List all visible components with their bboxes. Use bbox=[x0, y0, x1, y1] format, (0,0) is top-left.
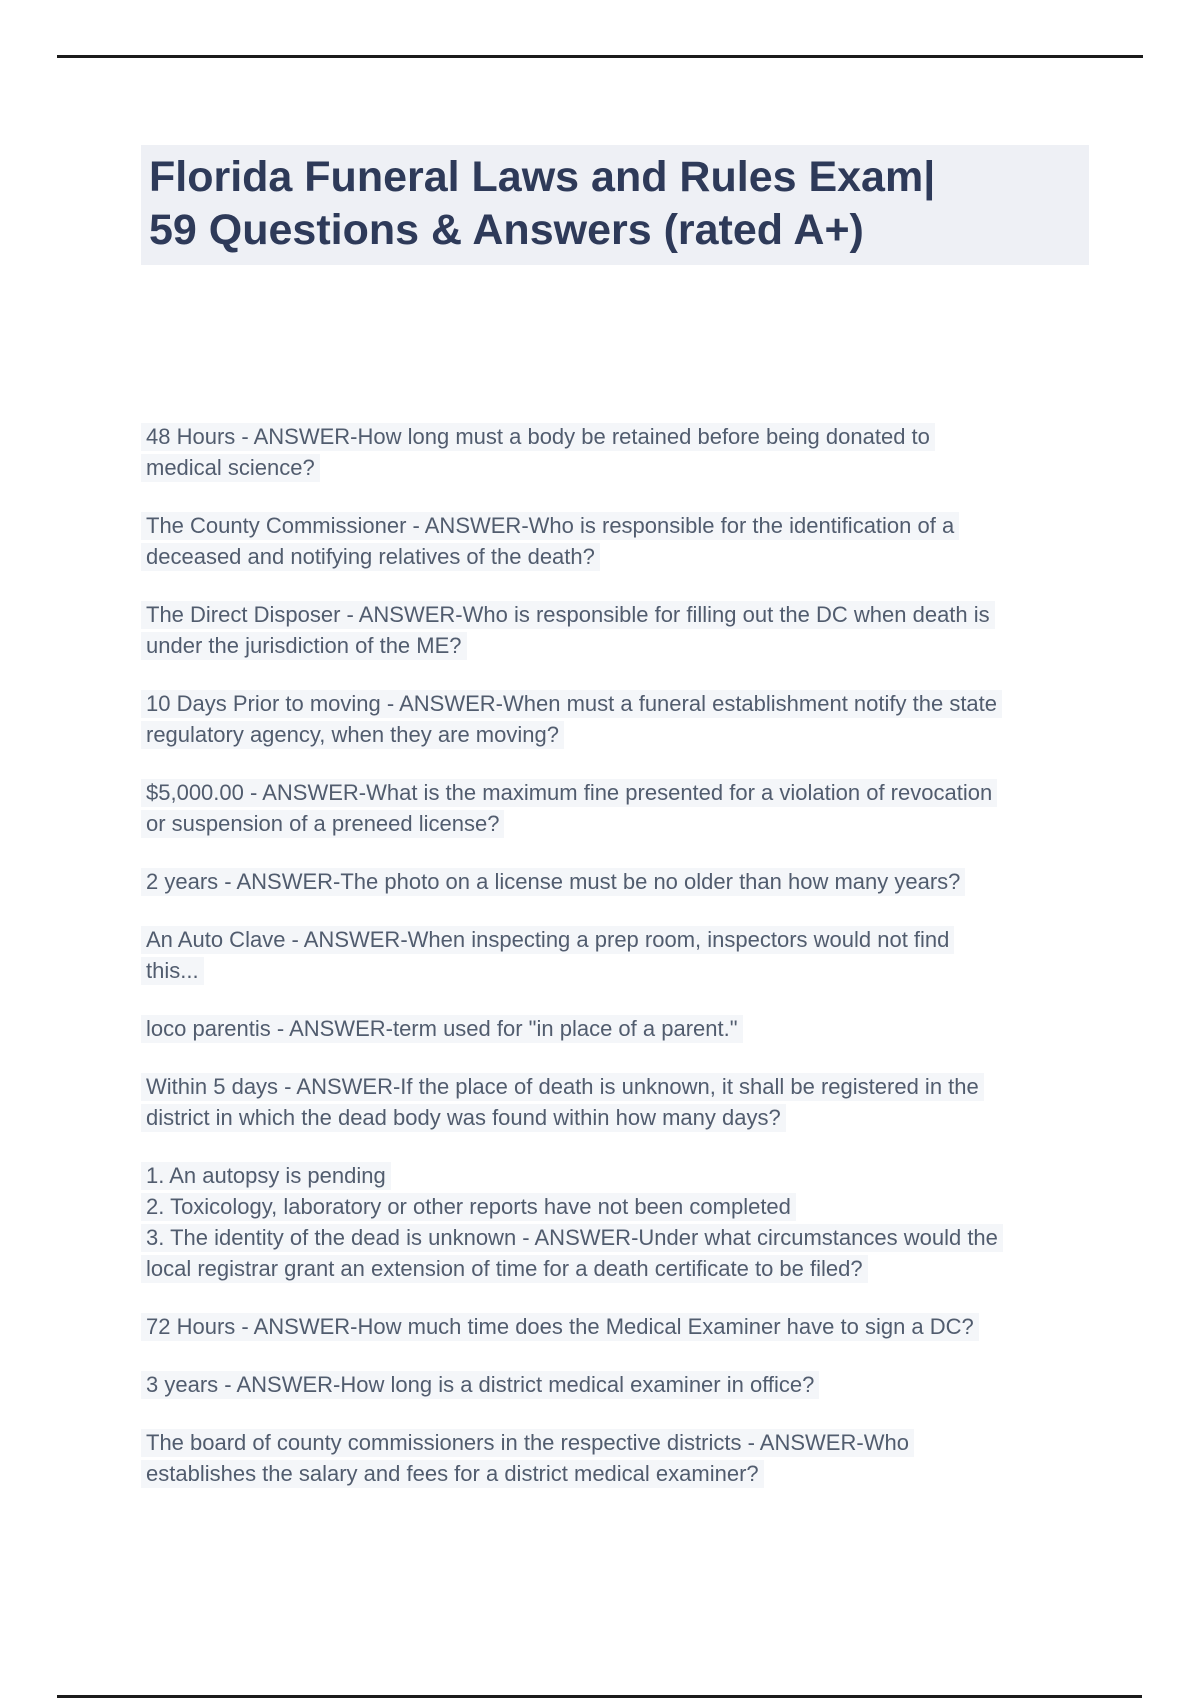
qa-line-text: regulatory agency, when they are moving? bbox=[141, 721, 564, 749]
qa-paragraph bbox=[141, 868, 1161, 899]
qa-line-text: or suspension of a preneed license? bbox=[141, 810, 504, 838]
qa-line-text: establishes the salary and fees for a district medical examiner? bbox=[141, 1460, 764, 1488]
page-title bbox=[141, 145, 1089, 265]
qa-paragraph bbox=[141, 601, 1161, 663]
qa-line-text: this... bbox=[141, 957, 204, 985]
qa-line bbox=[141, 632, 1161, 663]
qa-line-text: 3. The identity of the dead is unknown - ANSWER-Under what circumstances would the bbox=[141, 1224, 1003, 1252]
qa-paragraph bbox=[141, 423, 1161, 485]
qa-line-text: The board of county commissioners in the respective districts - ANSWER-Who bbox=[141, 1429, 914, 1457]
qa-line bbox=[141, 454, 1161, 485]
qa-line bbox=[141, 1104, 1161, 1135]
qa-line bbox=[141, 721, 1161, 752]
qa-line-text: $5,000.00 - ANSWER-What is the maximum fine presented for a violation of revocation bbox=[141, 779, 997, 807]
qa-line bbox=[141, 1460, 1161, 1491]
qa-line bbox=[141, 1073, 1161, 1104]
page-title-line-2: 59 Questions & Answers (rated A+) bbox=[149, 206, 864, 254]
qa-line-text: 1. An autopsy is pending bbox=[141, 1162, 391, 1190]
qa-line bbox=[141, 957, 1161, 988]
qa-line bbox=[141, 1255, 1161, 1286]
qa-line-text: The County Commissioner - ANSWER-Who is responsible for the identification of a bbox=[141, 512, 959, 540]
top-rule bbox=[57, 55, 1143, 58]
qa-line bbox=[141, 1371, 1161, 1402]
qa-line bbox=[141, 1313, 1161, 1344]
qa-line bbox=[141, 512, 1161, 543]
qa-paragraph bbox=[141, 1073, 1161, 1135]
qa-line-text: deceased and notifying relatives of the death? bbox=[141, 543, 600, 571]
bottom-rule bbox=[57, 1695, 1142, 1698]
qa-line-text: district in which the dead body was found within how many days? bbox=[141, 1104, 786, 1132]
qa-line-text: An Auto Clave - ANSWER-When inspecting a prep room, inspectors would not find bbox=[141, 926, 954, 954]
qa-line bbox=[141, 1162, 1161, 1193]
qa-line-text: 10 Days Prior to moving - ANSWER-When must a funeral establishment notify the state bbox=[141, 690, 1002, 718]
qa-paragraph bbox=[141, 779, 1161, 841]
qa-line bbox=[141, 1429, 1161, 1460]
qa-line bbox=[141, 1193, 1161, 1224]
qa-line bbox=[141, 690, 1161, 721]
qa-paragraph bbox=[141, 1162, 1161, 1286]
qa-line bbox=[141, 926, 1161, 957]
qa-line bbox=[141, 779, 1161, 810]
qa-line-text: Within 5 days - ANSWER-If the place of death is unknown, it shall be registered in the bbox=[141, 1073, 984, 1101]
qa-paragraph bbox=[141, 1313, 1161, 1344]
qa-line-text: 2 years - ANSWER-The photo on a license must be no older than how many years? bbox=[141, 868, 965, 896]
qa-line-text: 3 years - ANSWER-How long is a district medical examiner in office? bbox=[141, 1371, 819, 1399]
qa-paragraph bbox=[141, 512, 1161, 574]
qa-paragraph bbox=[141, 926, 1161, 988]
qa-paragraph bbox=[141, 1429, 1161, 1491]
qa-line-text: loco parentis - ANSWER-term used for "in place of a parent." bbox=[141, 1015, 743, 1043]
qa-paragraph bbox=[141, 1015, 1161, 1046]
page-title-line-1: Florida Funeral Laws and Rules Exam| bbox=[149, 153, 936, 201]
qa-line-text: medical science? bbox=[141, 454, 320, 482]
qa-line bbox=[141, 423, 1161, 454]
qa-paragraph bbox=[141, 1371, 1161, 1402]
qa-line-text: 48 Hours - ANSWER-How long must a body be retained before being donated to bbox=[141, 423, 935, 451]
qa-line bbox=[141, 810, 1161, 841]
qa-line-text: The Direct Disposer - ANSWER-Who is responsible for filling out the DC when death is bbox=[141, 601, 995, 629]
qa-line-text: local registrar grant an extension of time for a death certificate to be filed? bbox=[141, 1255, 868, 1283]
qa-paragraph bbox=[141, 690, 1161, 752]
qa-line bbox=[141, 543, 1161, 574]
qa-line bbox=[141, 1015, 1161, 1046]
qa-list bbox=[141, 423, 1161, 1518]
qa-line-text: 72 Hours - ANSWER-How much time does the Medical Examiner have to sign a DC? bbox=[141, 1313, 979, 1341]
qa-line bbox=[141, 1224, 1161, 1255]
qa-line-text: under the jurisdiction of the ME? bbox=[141, 632, 467, 660]
qa-line bbox=[141, 868, 1161, 899]
qa-line-text: 2. Toxicology, laboratory or other reports have not been completed bbox=[141, 1193, 796, 1221]
qa-line bbox=[141, 601, 1161, 632]
